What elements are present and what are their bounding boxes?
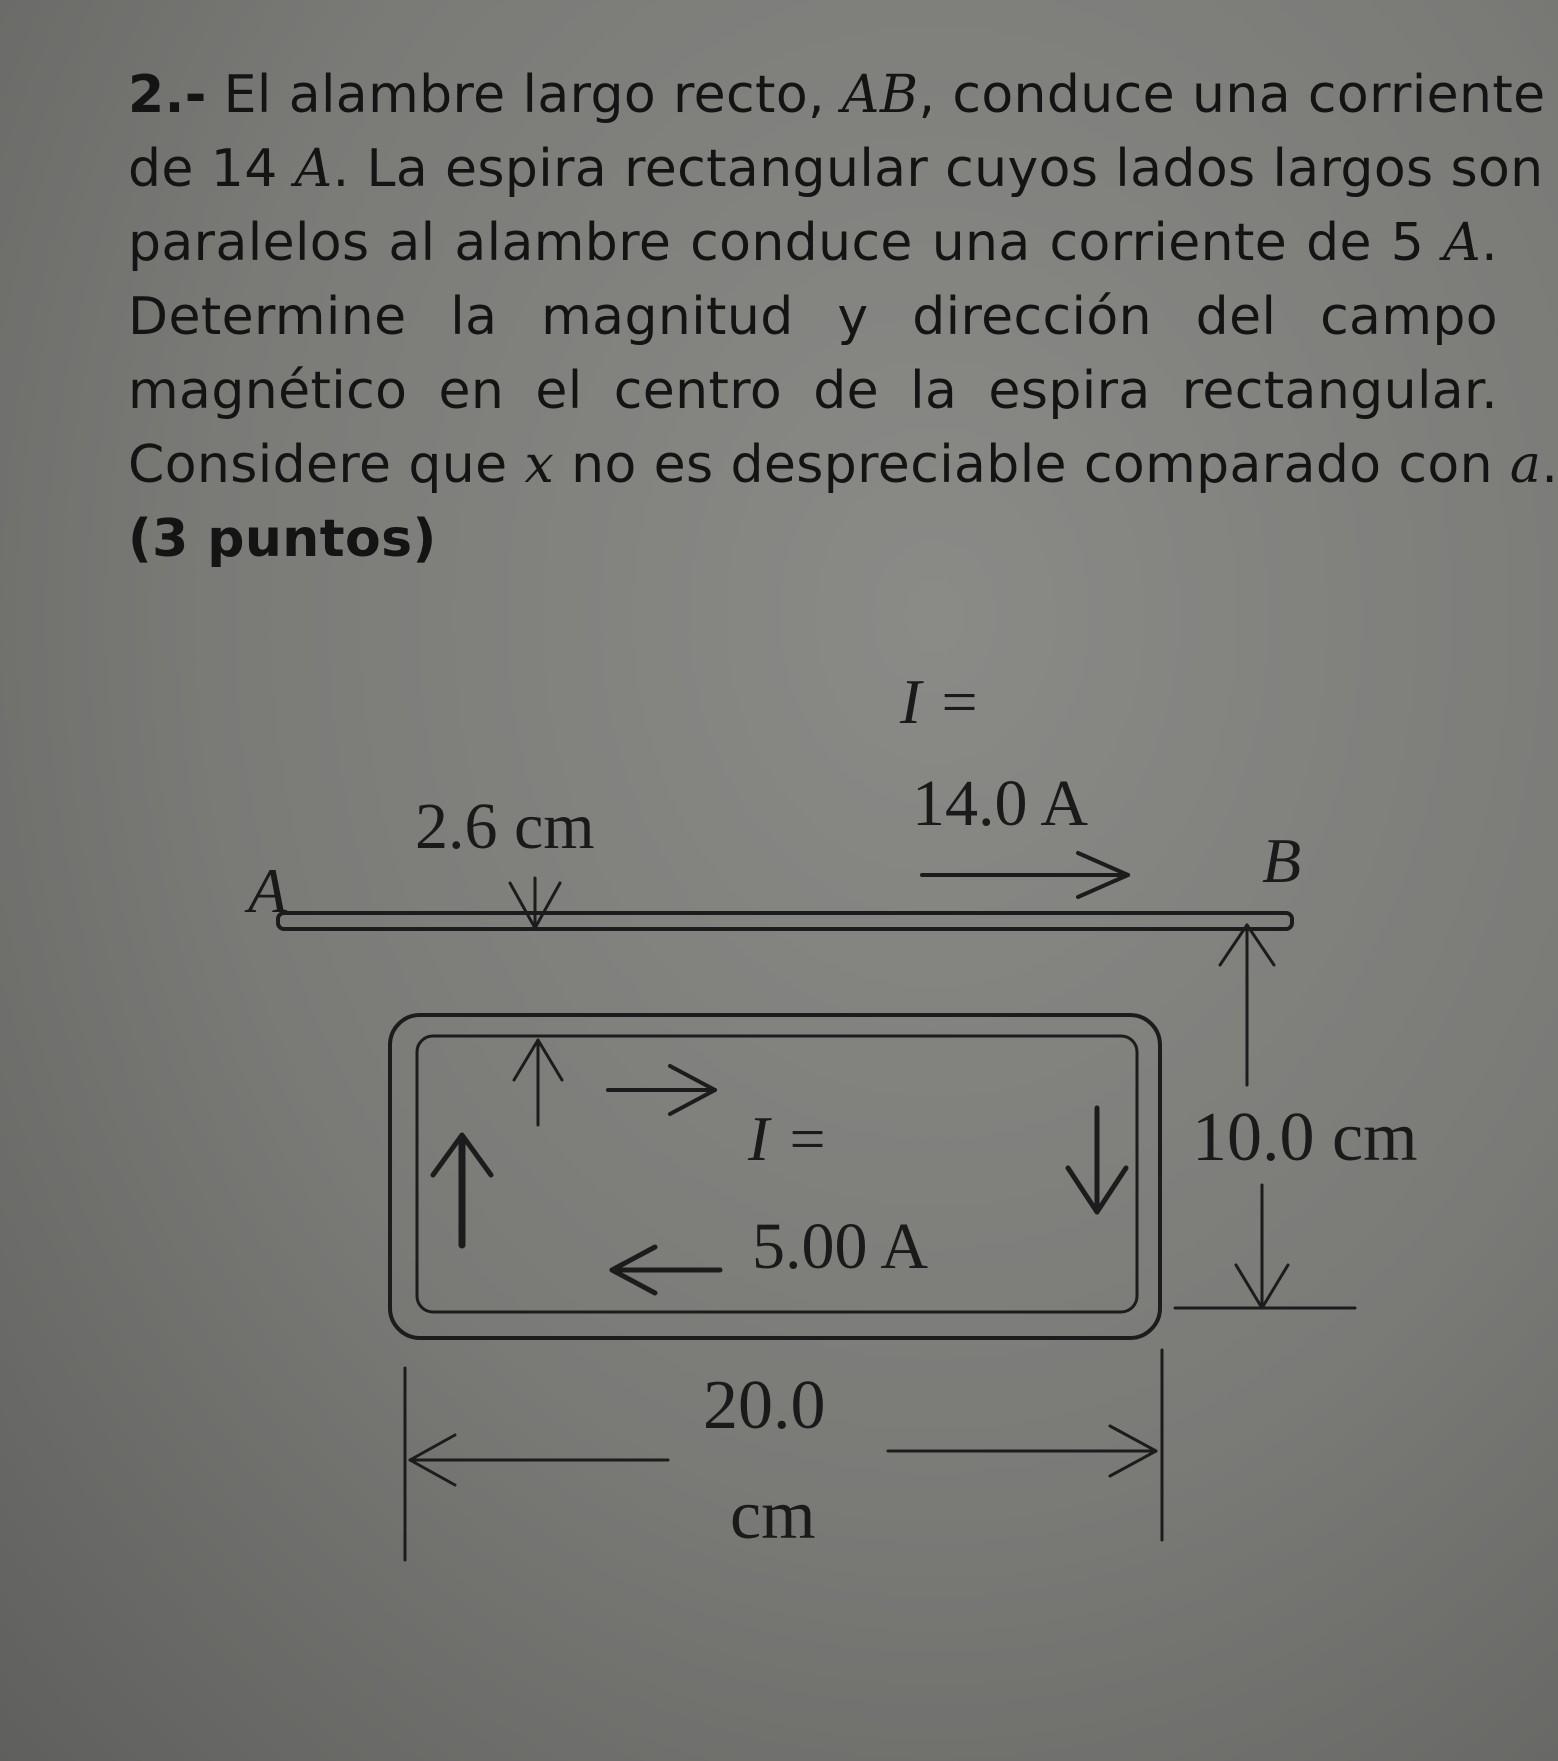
height-label: 10.0 cm bbox=[1192, 1099, 1418, 1176]
loop-current-value: 5.00 A bbox=[752, 1210, 929, 1283]
distance-marker-arrow bbox=[510, 878, 560, 928]
wire-current-eq: I = bbox=[900, 666, 981, 737]
width-label-unit: cm bbox=[730, 1477, 816, 1554]
problem-text: de 14 bbox=[128, 139, 278, 199]
problem-text: . bbox=[1541, 435, 1558, 495]
wire-current-value: 14.0 A bbox=[912, 767, 1089, 840]
loop-left-arrow bbox=[612, 1247, 720, 1293]
problem-number: 2.- bbox=[128, 65, 207, 125]
problem-text: Considere que bbox=[128, 435, 508, 495]
variable-a: a bbox=[1509, 435, 1542, 495]
distance-top-label: 2.6 cm bbox=[415, 790, 595, 863]
problem-text: , conduce una corriente bbox=[918, 65, 1546, 125]
points-label: (3 puntos) bbox=[128, 509, 437, 569]
width-label-number: 20.0 bbox=[703, 1367, 826, 1444]
wire-label-ab: AB bbox=[841, 65, 919, 125]
straight-wire bbox=[278, 913, 1292, 929]
loop-right-arrow bbox=[608, 1066, 715, 1114]
loop-up-arrow-small bbox=[514, 1040, 562, 1125]
problem-text: . La espira rectangular cuyos lados largos son bbox=[332, 139, 1544, 199]
problem-line-5: magnético en el centro de la espira rectangular. bbox=[128, 361, 1498, 421]
unit-ampere: A bbox=[1443, 213, 1482, 273]
problem-text: no es despreciable comparado con bbox=[571, 435, 1493, 495]
problem-text: El alambre largo recto, bbox=[223, 65, 825, 125]
problem-text: paralelos al alambre conduce una corriente de 5 bbox=[128, 213, 1425, 273]
wire-current-arrow bbox=[922, 853, 1128, 897]
unit-ampere: A bbox=[294, 139, 333, 199]
rectangular-loop-outer bbox=[390, 1015, 1160, 1338]
loop-right-down-arrow bbox=[1068, 1108, 1126, 1212]
label-b: B bbox=[1262, 825, 1302, 896]
variable-x: x bbox=[524, 435, 555, 495]
loop-left-up-arrow bbox=[433, 1135, 491, 1245]
label-a: A bbox=[248, 855, 288, 926]
problem-text: . bbox=[1481, 213, 1499, 273]
problem-line-4: Determine la magnitud y dirección del campo bbox=[128, 287, 1498, 347]
loop-current-eq: I = bbox=[748, 1103, 829, 1174]
